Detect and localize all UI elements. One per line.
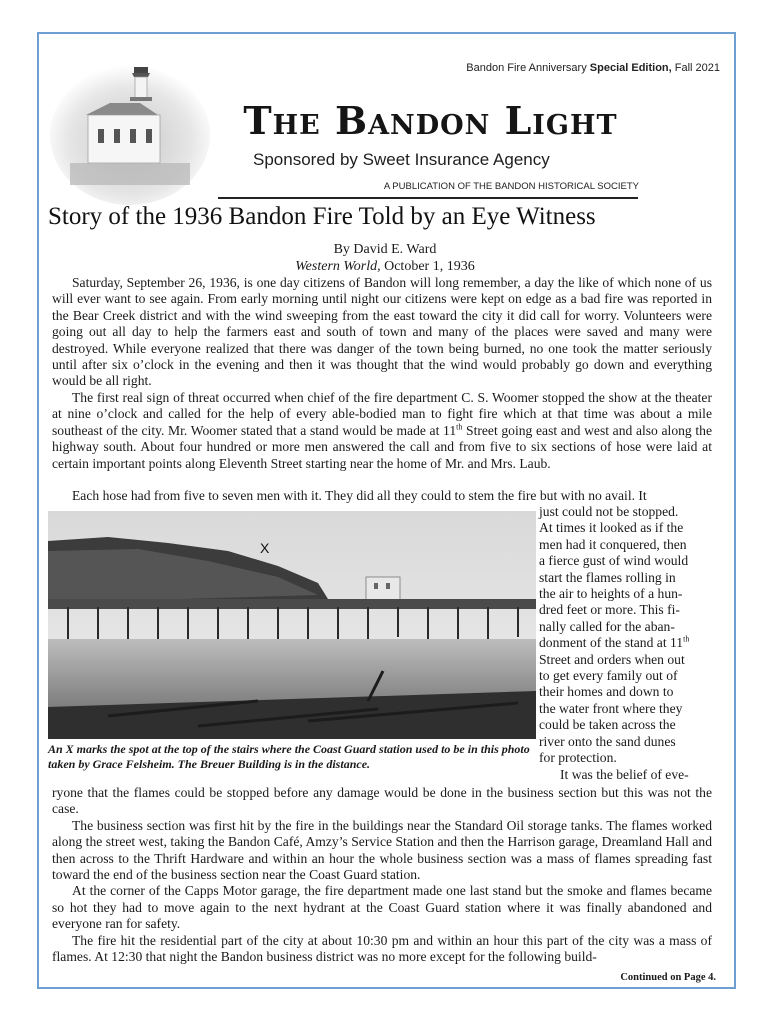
paragraph-4-start: It was the belief of eve- [560,767,689,782]
side-line: the air to heights of a hun- [539,586,683,602]
photo-caption: An X marks the spot at the top of the stairs where the Coast Guard station used to be in this photo taken by Grace Felsheim. The Breuer Building is in the distance. [48,742,530,771]
side-line: Street and orders when out [539,651,685,667]
paragraph-4-rest: ryone that the flames could be stopped before any damage would be done in the business section but this was not the case. [52,785,712,817]
side-line: the water front where they [539,700,683,716]
sponsor-line: Sponsored by Sweet Insurance Agency [253,150,550,169]
side-line: a fierce gust of wind would [539,553,689,569]
paragraph-2-sup: th [456,422,463,432]
side-line: dred feet or more. This fi- [539,602,680,618]
edition-prefix: Bandon Fire Anniversary [466,62,590,74]
side-line: to get every family out of [539,668,678,684]
paragraph-2-part-a: The first real sign of threat occurred when chief of the fire department C. S. Woomer stopped the show at the theater at nine o’clock and called for the help of every able-bodied man to fight fire which at that time was about a mile southeast of the city. Mr. Woomer stated that a stand would be made at 11 [52,390,712,438]
byline: By David E. Ward [333,242,437,257]
paragraph-3-text: Each hose had from five to seven men with it. They did all they could to stem the fire but with no avail. It [72,488,647,503]
edition-suffix: Fall 2021 [671,62,720,74]
masthead-rule [218,197,638,199]
side-line-text: donment of the stand at 11 [539,635,684,651]
historic-photo [48,511,536,739]
side-line: men had it conquered, then [539,536,687,552]
photo-x-mark: X [260,540,270,556]
edition-bold: Special Edition, [589,62,672,74]
source-date: October 1, 1936 [380,259,475,274]
paragraph-1-text: Saturday, September 26, 1936, is one day citizens of Bandon will long remember, a day the like of which none of us will ever want to see again. From early morning until night our citizens were kept on edge as a bad fire was reported in the Bear Creek district and with the wind sweeping from the east toward the city it did call for worry. Volunteers were going out all day to help the farmers east and south of town and many of the places were saved and many were destroyed. While everyone realized that there was danger of the town being burned, no one took the matter seriously until after six o’clock in the evening and then it was thought that the wind would probably go down and everything would be all right. [52,275,712,389]
side-line: At times it looked as if the [539,520,684,536]
side-line: just could not be stopped. [539,504,679,519]
continued-note: Continued on Page 4. [620,972,716,983]
lighthouse-logo [50,55,210,205]
bottom-text-block [52,785,712,965]
source-line [0,258,770,275]
article-headline: Story of the 1936 Bandon Fire Told by an Eye Witness [48,203,596,230]
source-name: Western World, [295,259,381,274]
side-line: could be taken across the [539,717,676,733]
paragraph-1 [52,275,712,390]
paragraph-7: The fire hit the residential part of the city at about 10:30 pm and within an hour this part of the city was a mass of flames. At 12:30 that night the Bandon business district was no more except for the following build- [52,932,712,965]
side-line [539,635,717,651]
paragraph-5: The business section was first hit by the fire in the buildings near the Standard Oil storage tanks. The flames worked along the street west, taking the Bandon Café, Amzy’s Service Station and then the Harrison garage, Dreamland Hall and then across to the Thrift Hardware and within an hour the whole business section was a mass of flames spreading fast toward the end of the business section near the Coast Guard station. [52,817,712,883]
side-line: nally called for the aban- [539,618,675,634]
sidebar-text-column [539,504,717,767]
masthead-title: The Bandon Light [243,98,618,143]
paragraph-6: At the corner of the Capps Motor garage, the fire department made one last stand but the smoke and flames became so hot they had to move again to the next hydrant at the Coast Guard station where it was finally abandoned and everyone ran for safety. [52,883,712,932]
paragraph-2 [52,390,712,472]
publication-line: A PUBLICATION OF THE BANDON HISTORICAL SOCIETY [383,181,639,192]
side-line: for protection. [539,750,617,766]
photo-illustration [48,511,536,739]
paragraph-2-part-b: Street going east and west and also along the highway south. About four hundred or more men answered the call and from five to six sections of hose were laid at certain important points along Eleventh Street starting near the home of Mr. and Mrs. Laub. [52,422,712,471]
side-line: start the flames rolling in [539,569,676,585]
side-line: their homes and down to [539,684,674,700]
side-line-sup: th [683,634,690,644]
paragraph-3-first-line [52,488,712,504]
edition-line [466,62,720,74]
side-line: river onto the sand dunes [539,733,676,749]
